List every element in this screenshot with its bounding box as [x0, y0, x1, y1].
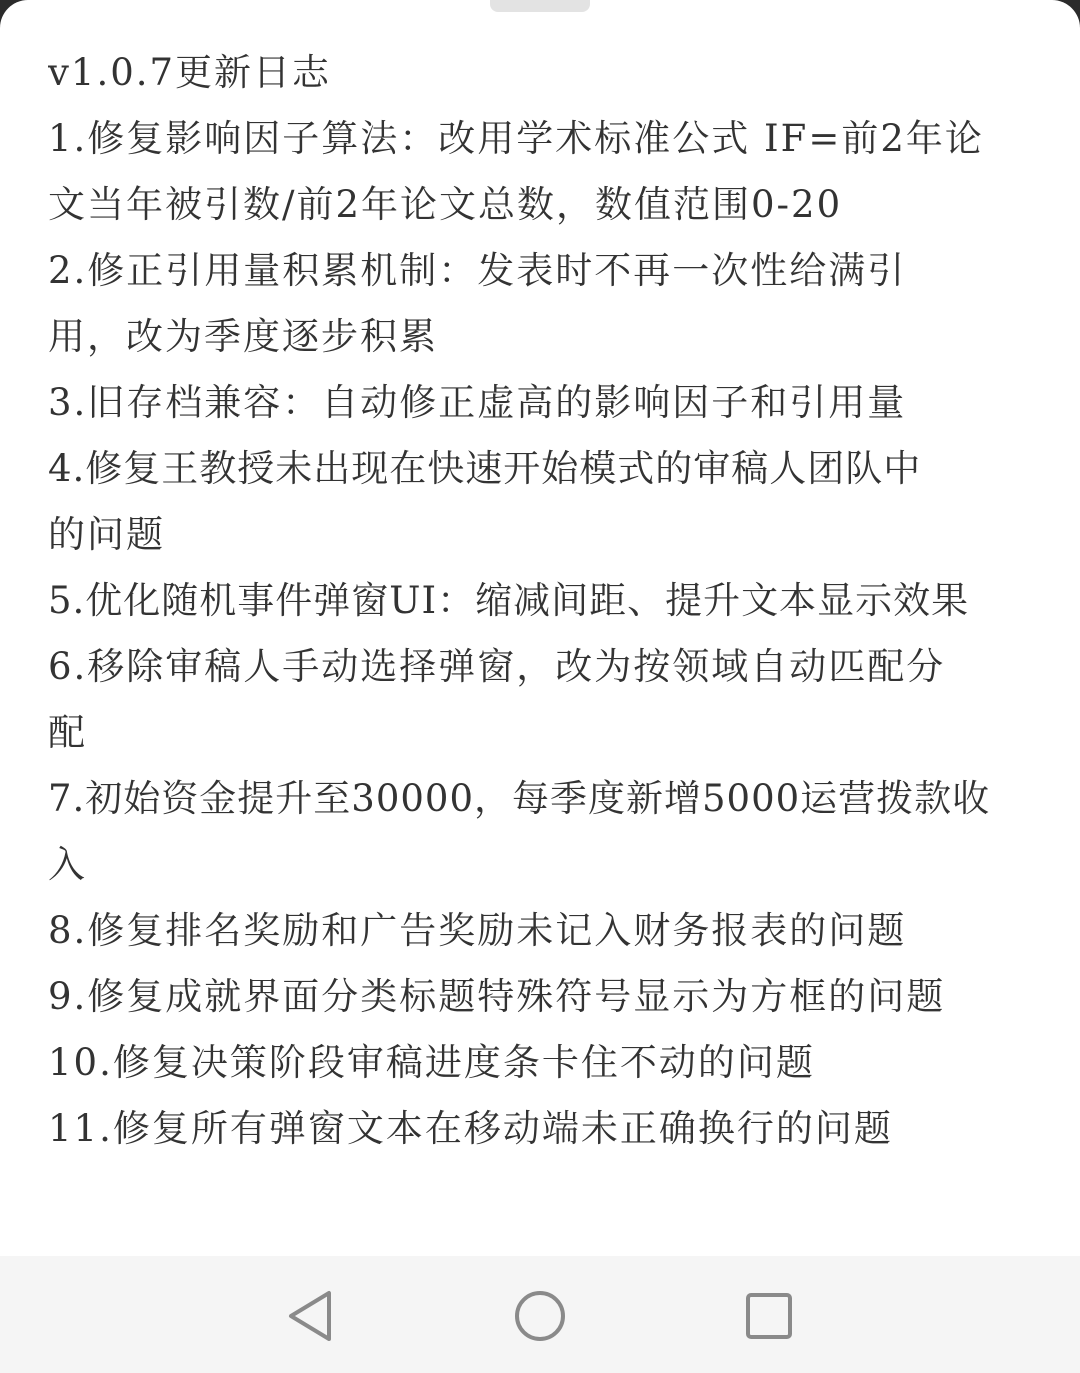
changelog-line: 7.初始资金提升至30000，每季度新增5000运营拨款收	[48, 777, 991, 820]
changelog-line: 3.旧存档兼容：自动修正虚高的影响因子和引用量	[48, 381, 907, 424]
home-button[interactable]	[510, 1286, 570, 1346]
changelog-line: 10.修复决策阶段审稿进度条卡住不动的问题	[48, 1041, 815, 1084]
changelog-line: 用，改为季度逐步积累	[48, 315, 438, 358]
changelog-line: 的问题	[48, 513, 165, 556]
changelog-line: 6.移除审稿人手动选择弹窗，改为按领域自动匹配分	[48, 645, 946, 688]
changelog-line: 配	[48, 711, 87, 754]
changelog-line: 5.优化随机事件弹窗UI：缩减间距、提升文本显示效果	[48, 579, 970, 622]
changelog-line: 8.修复排名奖励和广告奖励未记入财务报表的问题	[48, 909, 907, 952]
system-navigation-bar	[0, 1256, 1080, 1373]
changelog-line: 入	[48, 843, 87, 886]
circle-home-icon	[512, 1288, 568, 1344]
back-button[interactable]	[280, 1286, 340, 1346]
changelog-line: 4.修复王教授未出现在快速开始模式的审稿人团队中	[48, 447, 922, 490]
drag-handle[interactable]	[490, 0, 590, 12]
triangle-back-icon	[285, 1289, 335, 1343]
changelog-line: 1.修复影响因子算法：改用学术标准公式 IF=前2年论	[48, 117, 984, 160]
changelog-line: 2.修正引用量积累机制：发表时不再一次性给满引	[48, 249, 907, 292]
recent-apps-button[interactable]	[739, 1286, 799, 1346]
changelog-content[interactable]	[48, 40, 1038, 1256]
changelog-line: 9.修复成就界面分类标题特殊符号显示为方框的问题	[48, 975, 946, 1018]
changelog-line: 11.修复所有弹窗文本在移动端未正确换行的问题	[48, 1107, 893, 1150]
changelog-title: v1.0.7更新日志	[48, 51, 332, 94]
square-recent-icon	[744, 1291, 794, 1341]
changelog-line: 文当年被引数/前2年论文总数，数值范围0-20	[48, 183, 843, 226]
